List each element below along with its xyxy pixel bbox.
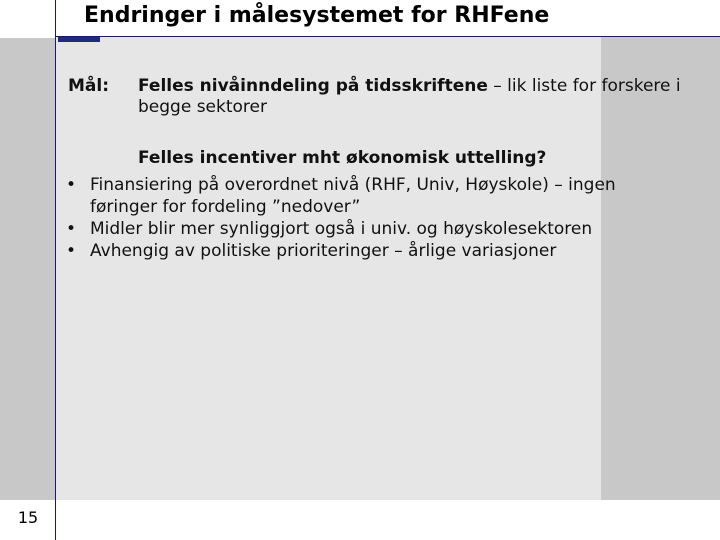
goal-bold: Felles nivåinndeling på tidsskriftene xyxy=(138,76,488,96)
goal-text xyxy=(138,76,718,118)
bullet-icon: • xyxy=(66,219,77,239)
bullet-item: • Midler blir mer synliggjort også i univ. og høyskolesektoren xyxy=(66,219,593,239)
bullet-item: • Finansiering på overordnet nivå (RHF, Univ, Høyskole) – ingen føringer for fordeling ”nedover” xyxy=(66,175,616,217)
goal-rest: – lik liste for forskere i begge sektorer xyxy=(138,76,681,117)
title-rule xyxy=(56,36,720,37)
bullet-icon: • xyxy=(66,241,77,261)
left-divider xyxy=(55,0,56,540)
bullet-icon: • xyxy=(66,175,77,195)
goal-label: Mål: xyxy=(68,76,110,96)
title-accent xyxy=(58,37,100,42)
left-gray-bar xyxy=(0,38,56,500)
bullet-list xyxy=(66,174,686,262)
slide-title: Endringer i målesystemet for RHFene xyxy=(84,3,550,28)
page-number: 15 xyxy=(17,508,39,527)
incentives-subheading: Felles incentiver mht økonomisk uttelling? xyxy=(138,148,547,168)
bullet-item: • Avhengig av politiske prioriteringer – årlige variasjoner xyxy=(66,241,557,261)
